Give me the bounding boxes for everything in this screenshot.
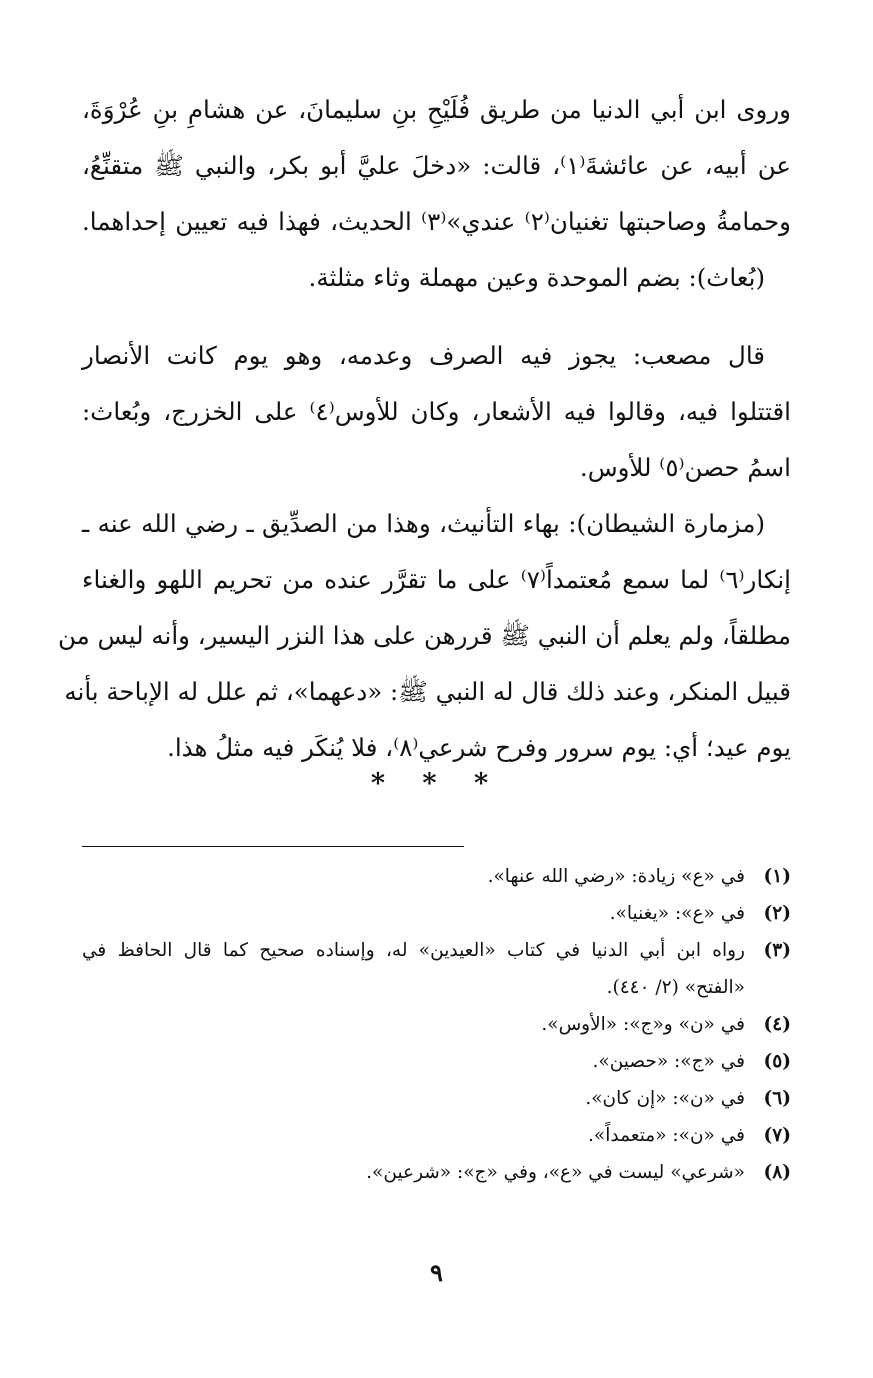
footnote-text: في «ج»: «حصين». bbox=[592, 1051, 745, 1072]
text-line: وحمامةُ وصاحبتها تغنيان⁽٢⁾ عندي»⁽٣⁾ الحديث، فهذا فيه تعيين إحداهما. bbox=[82, 207, 791, 236]
text-line: اقتتلوا فيه، وقالوا فيه الأشعار، وكان للأوس⁽٤⁾ على الخزرج، وبُعاث: bbox=[82, 397, 791, 426]
footnote-number: (٦) bbox=[763, 1088, 791, 1109]
text-line: إنكار⁽٦⁾ لما سمع مُعتمداً⁽٧⁾ على ما تقرَّر عنده من تحريم اللهو والغناء bbox=[82, 565, 791, 594]
text-line: عن أبيه، عن عائشةَ⁽١⁾، قالت: «دخلَ عليَّ أبو بكر، والنبي ﷺ متقنِّعُ، bbox=[82, 151, 791, 180]
footnote-item bbox=[82, 1117, 791, 1154]
footnote-item bbox=[82, 1043, 791, 1080]
text-line: (مزمارة الشيطان): بهاء التأنيث، وهذا من الصدِّيق ـ رضي الله عنه ـ bbox=[82, 509, 765, 538]
footnote-item bbox=[82, 895, 791, 932]
footnote-text: في «ع» زيادة: «رضي الله عنها». bbox=[487, 866, 745, 887]
footnote-text: في «ن» و«ج»: «الأوس». bbox=[541, 1014, 745, 1035]
paragraph-2 bbox=[82, 250, 791, 306]
footnote-item bbox=[82, 858, 791, 895]
footnote-number: (٧) bbox=[763, 1125, 791, 1146]
footnote-item bbox=[82, 932, 791, 1006]
paragraph-1 bbox=[82, 82, 791, 250]
footnote-text: «الفتح» (٢/ ٤٤٠). bbox=[606, 977, 745, 998]
text-line: (بُعاث): بضم الموحدة وعين مهملة وثاء مثلثة. bbox=[308, 263, 765, 292]
text-line: وروى ابن أبي الدنيا من طريق فُلَيْحِ بنِ سليمانَ، عن هشامِ بنِ عُرْوَةَ، bbox=[82, 95, 791, 124]
footnote-number: (٣) bbox=[763, 940, 791, 961]
footnote-text: رواه ابن أبي الدنيا في كتاب «العيدين» له، وإسناده صحيح كما قال الحافظ في bbox=[82, 940, 745, 961]
main-text bbox=[57, 82, 791, 776]
page-number: ٩ bbox=[430, 1258, 443, 1287]
footnote-number: (٢) bbox=[763, 903, 791, 924]
footnote-item bbox=[82, 1080, 791, 1117]
text-line: قبيل المنكر، وعند ذلك قال له النبي ﷺ: «دعهما»، ثم علل له الإباحة بأنه bbox=[64, 677, 791, 706]
footnote-text: في «ن»: «إن كان». bbox=[585, 1088, 745, 1109]
text-line: اسمُ حصن⁽٥⁾ للأوس. bbox=[579, 453, 791, 482]
footnote-number: (١) bbox=[763, 866, 791, 887]
text-line: يوم عيد؛ أي: يوم سرور وفرح شرعي⁽٨⁾، فلا يُنكَر فيه مثلُ هذا. bbox=[167, 733, 791, 762]
footnote-item bbox=[82, 1006, 791, 1043]
footnote-text: «شرعي» ليست في «ع»، وفي «ج»: «شرعين». bbox=[366, 1162, 745, 1183]
text-line: مطلقاً، ولم يعلم أن النبي ﷺ قررهن على هذا النزر اليسير، وأنه ليس من bbox=[57, 621, 791, 650]
footnote-number: (٥) bbox=[763, 1051, 791, 1072]
footnotes bbox=[82, 858, 791, 1191]
text-line: قال مصعب: يجوز فيه الصرف وعدمه، وهو يوم كانت الأنصار bbox=[82, 341, 765, 370]
paragraph-4 bbox=[57, 496, 791, 776]
footnote-text: في «ع»: «يغنيا». bbox=[609, 903, 745, 924]
footnote-number: (٨) bbox=[763, 1162, 791, 1183]
footnote-rule bbox=[82, 846, 464, 847]
footnote-text: في «ن»: «متعمداً». bbox=[588, 1125, 745, 1146]
footnote-item bbox=[82, 1154, 791, 1191]
paragraph-3 bbox=[82, 328, 791, 496]
footnote-number: (٤) bbox=[763, 1014, 791, 1035]
section-separator: * * * bbox=[370, 768, 503, 799]
